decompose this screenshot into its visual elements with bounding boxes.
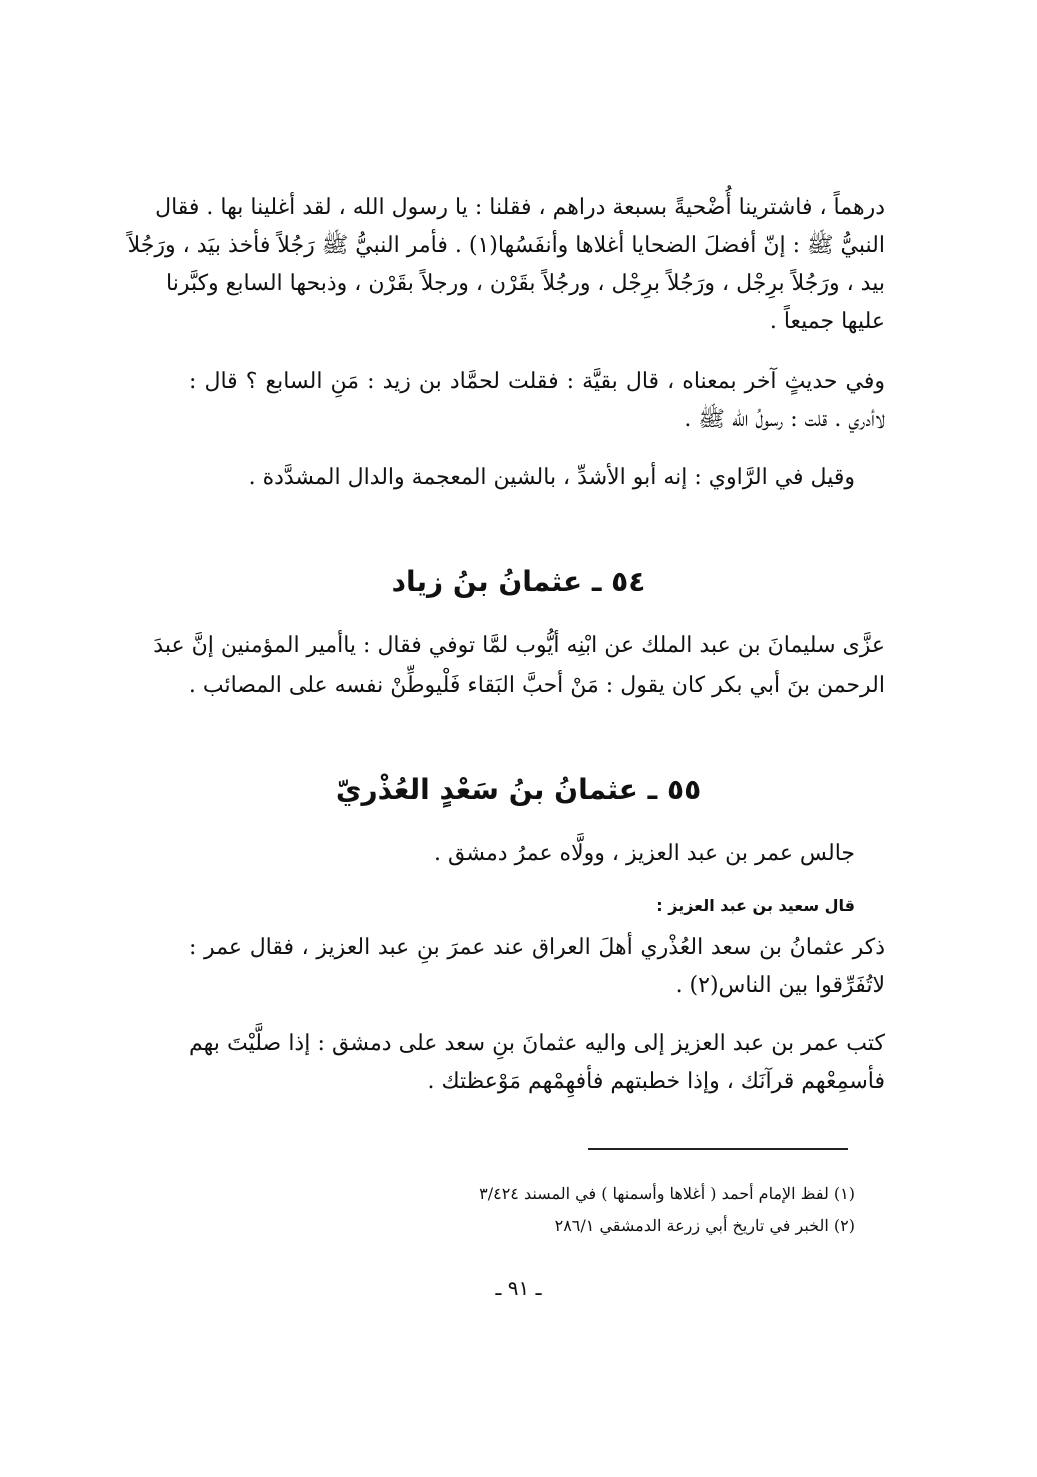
section-54-line-2: الرحمن بنَ أبي بكر كان يقول : مَنْ أحبَّ البَقاء فَلْيوطِّنْ نفسه على المصائب . (188, 673, 885, 698)
intro-line-1: درهماً ، فاشترينا أُضْحيةً بسبعة دراهم ، فقلنا : يا رسول الله ، لقد أغلينا بها . فقال (155, 195, 885, 220)
section-54-title: ٥٤ ـ عثمانُ بنُ زياد (391, 565, 646, 598)
footnote-1: (١) لفظ الإمام أحمد ( أغلاها وأسمنها ) في المسند ٣/٤٢٤ (479, 1184, 855, 1203)
section-55-title: ٥٥ ـ عثمانُ بنُ سَعْدٍ العُذْريّ (335, 773, 702, 806)
page-number: ـ ٩١ ـ (495, 1276, 542, 1300)
section-54-line-1: عزَّى سليمانَ بن عبد الملك عن ابْنِه أيُّوب لمَّا توفي فقال : ياأمير المؤمنين إنَّ عبدَ (153, 633, 885, 658)
para3-line: وقيل في الرَّاوي : إنه أبو الأشدِّ ، بالشين المعجمة والدال المشدَّدة . (248, 465, 855, 490)
section-55-subheading: قال سعيد بن عبد العزيز : (656, 896, 855, 915)
para2-line-2: لاأدري . قلت : رسولُ الله ﷺ . (684, 407, 885, 432)
footnote-divider (588, 1148, 848, 1150)
section-55-para1-line-2: لاتُفَرِّقوا بين الناس(٢) . (675, 973, 885, 998)
section-55-intro: جالس عمر بن عبد العزيز ، وولَّاه عمرُ دمشق . (434, 841, 855, 866)
footnote-2: (٢) الخبر في تاريخ أبي زرعة الدمشقي ٢٨٦/١ (554, 1216, 855, 1235)
intro-line-4: عليها جميعاً . (769, 309, 885, 334)
section-55-para2-line-1: كتب عمر بن عبد العزيز إلى واليه عثمانَ بنِ سعد على دمشق : إذا صلَّيْتَ بهم (189, 1031, 885, 1056)
section-55-para2-line-2: فأسمِعْهم قرآنَك ، وإذا خطبتهم فأفهِمْهم مَوْعظتك . (427, 1069, 885, 1094)
para2-line-1: وفي حديثٍ آخر بمعناه ، قال بقيَّة : فقلت لحمَّاد بن زيد : مَنِ السابع ؟ قال : (189, 369, 885, 394)
section-55-para1-line-1: ذكر عثمانُ بن سعد العُذْري أهلَ العراق عند عمرَ بنِ عبد العزيز ، فقال عمر : (189, 935, 885, 960)
intro-line-3: بيد ، ورَجُلاً برِجْل ، ورَجُلاً برِجْل ، ورجُلاً بقَرْن ، ورجلاً بقَرْن ، وذبحها السابع وكبَّرنا (165, 271, 885, 296)
intro-line-2: النبيُّ ﷺ : إنّ أفضلَ الضحايا أغلاها وأنفَسُها(١) . فأمر النبيُّ ﷺ رَجُلاً فأخذ بيَد ، ورَجُلاً (127, 233, 885, 258)
